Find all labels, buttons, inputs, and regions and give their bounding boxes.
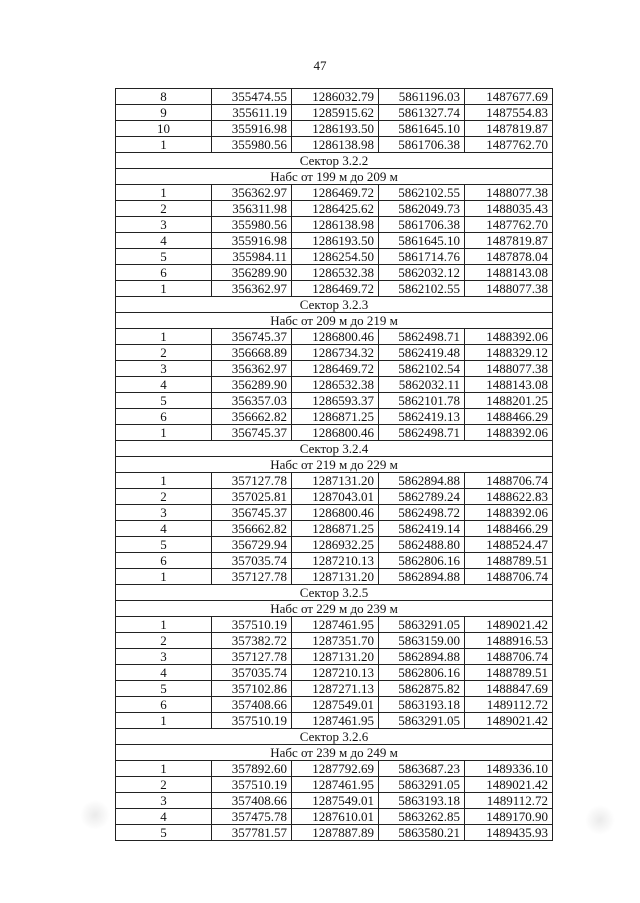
- table-row: [116, 537, 553, 553]
- table-row: [116, 761, 553, 777]
- coordinate-cell: 5862032.11: [379, 377, 465, 393]
- table-row: [116, 233, 553, 249]
- coordinate-cell: 1487819.87: [465, 233, 553, 249]
- section-subtitle: Набс от 209 м до 219 м: [116, 313, 553, 329]
- coordinate-cell: 357127.78: [212, 473, 292, 489]
- coordinate-cell: 357025.81: [212, 489, 292, 505]
- table-row: [116, 425, 553, 441]
- coordinate-cell: 356745.37: [212, 505, 292, 521]
- coordinate-cell: 356289.90: [212, 265, 292, 281]
- coordinate-cell: 355980.56: [212, 217, 292, 233]
- point-number-cell: 2: [116, 777, 212, 793]
- coordinate-cell: 5862806.16: [379, 665, 465, 681]
- point-number-cell: 9: [116, 105, 212, 121]
- coordinate-cell: 5862488.80: [379, 537, 465, 553]
- point-number-cell: 1: [116, 185, 212, 201]
- coordinate-cell: 357127.78: [212, 569, 292, 585]
- coordinate-cell: 357408.66: [212, 697, 292, 713]
- coordinate-cell: 1287610.01: [292, 809, 379, 825]
- coordinate-cell: 1286871.25: [292, 521, 379, 537]
- table-row: [116, 521, 553, 537]
- section-title: Сектор 3.2.6: [116, 729, 553, 745]
- table-row: [116, 345, 553, 361]
- section-title: Сектор 3.2.4: [116, 441, 553, 457]
- coordinate-cell: 5862498.71: [379, 329, 465, 345]
- coordinate-cell: 1487677.69: [465, 89, 553, 105]
- table-row: [116, 121, 553, 137]
- coordinate-cell: 1489021.42: [465, 777, 553, 793]
- coordinate-cell: 357475.78: [212, 809, 292, 825]
- point-number-cell: 3: [116, 649, 212, 665]
- point-number-cell: 8: [116, 89, 212, 105]
- coordinate-cell: 356357.03: [212, 393, 292, 409]
- coordinate-cell: 1287131.20: [292, 569, 379, 585]
- point-number-cell: 1: [116, 473, 212, 489]
- coordinate-cell: 1488706.74: [465, 473, 553, 489]
- table-row: [116, 649, 553, 665]
- section-title-row: [116, 297, 553, 313]
- coordinate-cell: 5863291.05: [379, 777, 465, 793]
- section-subtitle: Набс от 199 м до 209 м: [116, 169, 553, 185]
- point-number-cell: 1: [116, 281, 212, 297]
- point-number-cell: 6: [116, 409, 212, 425]
- coordinate-cell: 1489435.93: [465, 825, 553, 841]
- coordinate-cell: 1488035.43: [465, 201, 553, 217]
- coordinate-cell: 5862032.12: [379, 265, 465, 281]
- coordinate-cell: 5862419.13: [379, 409, 465, 425]
- point-number-cell: 4: [116, 233, 212, 249]
- coordinate-cell: 1286138.98: [292, 217, 379, 233]
- coordinate-cell: 1489021.42: [465, 713, 553, 729]
- coordinate-cell: 356362.97: [212, 361, 292, 377]
- coordinate-cell: 1286425.62: [292, 201, 379, 217]
- section-subtitle-row: [116, 169, 553, 185]
- coordinate-cell: 1286593.37: [292, 393, 379, 409]
- coordinate-cell: 1488916.53: [465, 633, 553, 649]
- coordinate-cell: 356662.82: [212, 521, 292, 537]
- coordinate-cell: 1487878.04: [465, 249, 553, 265]
- coordinate-cell: 1286532.38: [292, 265, 379, 281]
- coordinate-cell: 5862789.24: [379, 489, 465, 505]
- coordinate-cell: 5862894.88: [379, 649, 465, 665]
- coordinate-cell: 1287549.01: [292, 697, 379, 713]
- section-title-row: [116, 729, 553, 745]
- coordinate-cell: 5862419.14: [379, 521, 465, 537]
- coordinate-cell: 5862498.72: [379, 505, 465, 521]
- table-row: [116, 697, 553, 713]
- coordinate-cell: 1286800.46: [292, 505, 379, 521]
- table-row: [116, 713, 553, 729]
- coordinate-cell: 5862875.82: [379, 681, 465, 697]
- coordinate-cell: 357510.19: [212, 713, 292, 729]
- section-subtitle: Набс от 239 м до 249 м: [116, 745, 553, 761]
- coordinate-cell: 1287043.01: [292, 489, 379, 505]
- coordinate-cell: 1287792.69: [292, 761, 379, 777]
- coordinate-cell: 1488143.08: [465, 377, 553, 393]
- point-number-cell: 1: [116, 713, 212, 729]
- coordinate-cell: 1489170.90: [465, 809, 553, 825]
- coordinate-cell: 1287210.13: [292, 553, 379, 569]
- point-number-cell: 1: [116, 329, 212, 345]
- coordinate-cell: 1286469.72: [292, 185, 379, 201]
- coordinate-cell: 1489336.10: [465, 761, 553, 777]
- coordinate-cell: 356362.97: [212, 185, 292, 201]
- coordinate-cell: 357510.19: [212, 617, 292, 633]
- point-number-cell: 6: [116, 553, 212, 569]
- point-number-cell: 6: [116, 697, 212, 713]
- table-row: [116, 329, 553, 345]
- table-row: [116, 105, 553, 121]
- coordinate-cell: 5863193.18: [379, 793, 465, 809]
- table-row: [116, 633, 553, 649]
- table-row: [116, 793, 553, 809]
- coordinate-cell: 1287461.95: [292, 713, 379, 729]
- coordinate-cell: 1488789.51: [465, 553, 553, 569]
- coordinate-cell: 5862102.55: [379, 281, 465, 297]
- table-row: [116, 201, 553, 217]
- coordinate-cell: 357510.19: [212, 777, 292, 793]
- coordinate-cell: 1488466.29: [465, 409, 553, 425]
- table-row: [116, 265, 553, 281]
- coordinate-cell: 1487762.70: [465, 217, 553, 233]
- coordinate-cell: 355980.56: [212, 137, 292, 153]
- point-number-cell: 1: [116, 617, 212, 633]
- coordinate-cell: 356289.90: [212, 377, 292, 393]
- coordinate-cell: 5863193.18: [379, 697, 465, 713]
- coordinate-cell: 1286800.46: [292, 425, 379, 441]
- section-subtitle: Набс от 219 м до 229 м: [116, 457, 553, 473]
- coordinate-cell: 5862806.16: [379, 553, 465, 569]
- coordinate-cell: 357102.86: [212, 681, 292, 697]
- coordinate-cell: 1488392.06: [465, 425, 553, 441]
- coordinate-cell: 357408.66: [212, 793, 292, 809]
- table-row: [116, 777, 553, 793]
- table-row: [116, 489, 553, 505]
- coordinate-cell: 1286469.72: [292, 361, 379, 377]
- coordinate-cell: 1285915.62: [292, 105, 379, 121]
- coordinate-cell: 1488077.38: [465, 185, 553, 201]
- coordinate-cell: 1488524.47: [465, 537, 553, 553]
- coordinate-cell: 5863262.85: [379, 809, 465, 825]
- point-number-cell: 3: [116, 361, 212, 377]
- point-number-cell: 3: [116, 793, 212, 809]
- coordinate-cell: 356729.94: [212, 537, 292, 553]
- table-row: [116, 89, 553, 105]
- coordinate-cell: 1287461.95: [292, 777, 379, 793]
- point-number-cell: 4: [116, 521, 212, 537]
- section-title: Сектор 3.2.5: [116, 585, 553, 601]
- coordinate-cell: 5862049.73: [379, 201, 465, 217]
- coordinate-cell: 5861706.38: [379, 217, 465, 233]
- coordinate-cell: 1287131.20: [292, 473, 379, 489]
- point-number-cell: 10: [116, 121, 212, 137]
- table-row: [116, 809, 553, 825]
- section-title-row: [116, 585, 553, 601]
- coordinate-cell: 1488706.74: [465, 569, 553, 585]
- coordinate-cell: 1287549.01: [292, 793, 379, 809]
- coordinate-cell: 1489112.72: [465, 793, 553, 809]
- coordinate-cell: 1488329.12: [465, 345, 553, 361]
- coordinate-cell: 5862102.54: [379, 361, 465, 377]
- page-number: 47: [313, 58, 327, 73]
- section-subtitle-row: [116, 313, 553, 329]
- table-row: [116, 137, 553, 153]
- point-number-cell: 4: [116, 665, 212, 681]
- table-row: [116, 361, 553, 377]
- coordinate-cell: 1488201.25: [465, 393, 553, 409]
- point-number-cell: 1: [116, 569, 212, 585]
- coordinate-cell: 357781.57: [212, 825, 292, 841]
- coordinate-cell: 1287131.20: [292, 649, 379, 665]
- table-row: [116, 249, 553, 265]
- coordinate-cell: 1488392.06: [465, 329, 553, 345]
- coordinate-cell: 1287271.13: [292, 681, 379, 697]
- coordinate-cell: 355984.11: [212, 249, 292, 265]
- table-row: [116, 553, 553, 569]
- coordinate-cell: 356662.82: [212, 409, 292, 425]
- scan-artifact-left: [80, 800, 110, 830]
- coordinate-cell: 1489021.42: [465, 617, 553, 633]
- coordinate-cell: 1488392.06: [465, 505, 553, 521]
- coordinate-cell: 5863291.05: [379, 713, 465, 729]
- coordinate-cell: 357127.78: [212, 649, 292, 665]
- point-number-cell: 2: [116, 345, 212, 361]
- section-subtitle-row: [116, 601, 553, 617]
- point-number-cell: 5: [116, 393, 212, 409]
- coordinate-cell: 1286532.38: [292, 377, 379, 393]
- coordinate-cell: 357892.60: [212, 761, 292, 777]
- coordinate-cell: 5861645.10: [379, 233, 465, 249]
- point-number-cell: 5: [116, 249, 212, 265]
- coordinate-cell: 1488847.69: [465, 681, 553, 697]
- table-row: [116, 393, 553, 409]
- section-subtitle-row: [116, 745, 553, 761]
- coordinate-cell: 1489112.72: [465, 697, 553, 713]
- point-number-cell: 2: [116, 201, 212, 217]
- coordinate-cell: 1286734.32: [292, 345, 379, 361]
- coordinate-cell: 1487819.87: [465, 121, 553, 137]
- coordinate-cell: 1286032.79: [292, 89, 379, 105]
- coordinate-cell: 356311.98: [212, 201, 292, 217]
- point-number-cell: 3: [116, 217, 212, 233]
- coordinate-cell: 1487762.70: [465, 137, 553, 153]
- coordinate-cell: 5862894.88: [379, 569, 465, 585]
- coordinate-cell: 1487554.83: [465, 105, 553, 121]
- coordinate-cell: 1488706.74: [465, 649, 553, 665]
- section-title-row: [116, 153, 553, 169]
- coordinate-cell: 1488789.51: [465, 665, 553, 681]
- coordinate-cell: 5862102.55: [379, 185, 465, 201]
- scan-artifact-right: [585, 805, 615, 835]
- coordinate-cell: 5861327.74: [379, 105, 465, 121]
- point-number-cell: 4: [116, 377, 212, 393]
- coordinate-cell: 1488622.83: [465, 489, 553, 505]
- section-subtitle-row: [116, 457, 553, 473]
- section-subtitle: Набс от 229 м до 239 м: [116, 601, 553, 617]
- coordinate-cell: 5863580.21: [379, 825, 465, 841]
- table-row: [116, 665, 553, 681]
- coordinate-cell: 357035.74: [212, 665, 292, 681]
- coordinate-cell: 1287351.70: [292, 633, 379, 649]
- point-number-cell: 3: [116, 505, 212, 521]
- coordinate-cell: 1488077.38: [465, 361, 553, 377]
- coordinate-cell: 1286254.50: [292, 249, 379, 265]
- coordinate-cell: 5862101.78: [379, 393, 465, 409]
- table-row: [116, 473, 553, 489]
- coordinate-cell: 1287461.95: [292, 617, 379, 633]
- coordinate-cell: 1286193.50: [292, 121, 379, 137]
- coordinate-cell: 356745.37: [212, 425, 292, 441]
- coordinate-cell: 356668.89: [212, 345, 292, 361]
- coordinate-cell: 1488143.08: [465, 265, 553, 281]
- coordinate-cell: 5863687.23: [379, 761, 465, 777]
- point-number-cell: 5: [116, 825, 212, 841]
- point-number-cell: 5: [116, 537, 212, 553]
- table-row: [116, 217, 553, 233]
- coordinate-cell: 1287210.13: [292, 665, 379, 681]
- point-number-cell: 5: [116, 681, 212, 697]
- point-number-cell: 4: [116, 809, 212, 825]
- coordinate-cell: 5862419.48: [379, 345, 465, 361]
- coordinate-cell: 1286800.46: [292, 329, 379, 345]
- coordinate-cell: 1287887.89: [292, 825, 379, 841]
- coordinate-cell: 355916.98: [212, 121, 292, 137]
- coordinate-cell: 5863159.00: [379, 633, 465, 649]
- point-number-cell: 1: [116, 761, 212, 777]
- table-row: [116, 377, 553, 393]
- coordinate-cell: 1286932.25: [292, 537, 379, 553]
- coordinate-cell: 5861645.10: [379, 121, 465, 137]
- coordinate-cell: 1286193.50: [292, 233, 379, 249]
- point-number-cell: 2: [116, 633, 212, 649]
- coordinate-cell: 356362.97: [212, 281, 292, 297]
- coordinate-cell: 1286138.98: [292, 137, 379, 153]
- section-title-row: [116, 441, 553, 457]
- table-row: [116, 185, 553, 201]
- coordinate-cell: 5861714.76: [379, 249, 465, 265]
- table-row: [116, 825, 553, 841]
- coordinate-cell: 355916.98: [212, 233, 292, 249]
- table-row: [116, 281, 553, 297]
- coordinate-cell: 357035.74: [212, 553, 292, 569]
- point-number-cell: 1: [116, 137, 212, 153]
- coordinate-cell: 5861706.38: [379, 137, 465, 153]
- coordinate-cell: 356745.37: [212, 329, 292, 345]
- coordinate-cell: 5862498.71: [379, 425, 465, 441]
- coordinate-cell: 1488466.29: [465, 521, 553, 537]
- coordinate-cell: 1488077.38: [465, 281, 553, 297]
- coordinate-cell: 5862894.88: [379, 473, 465, 489]
- table-row: [116, 681, 553, 697]
- table-row: [116, 569, 553, 585]
- table-row: [116, 505, 553, 521]
- point-number-cell: 6: [116, 265, 212, 281]
- point-number-cell: 1: [116, 425, 212, 441]
- point-number-cell: 2: [116, 489, 212, 505]
- section-title: Сектор 3.2.3: [116, 297, 553, 313]
- table-row: [116, 617, 553, 633]
- coordinate-cell: 1286871.25: [292, 409, 379, 425]
- section-title: Сектор 3.2.2: [116, 153, 553, 169]
- coordinate-cell: 357382.72: [212, 633, 292, 649]
- table-row: [116, 409, 553, 425]
- coordinate-cell: 355474.55: [212, 89, 292, 105]
- coordinate-cell: 355611.19: [212, 105, 292, 121]
- coordinate-cell: 5863291.05: [379, 617, 465, 633]
- coordinate-cell: 5861196.03: [379, 89, 465, 105]
- coordinates-table: [115, 88, 553, 841]
- coordinate-cell: 1286469.72: [292, 281, 379, 297]
